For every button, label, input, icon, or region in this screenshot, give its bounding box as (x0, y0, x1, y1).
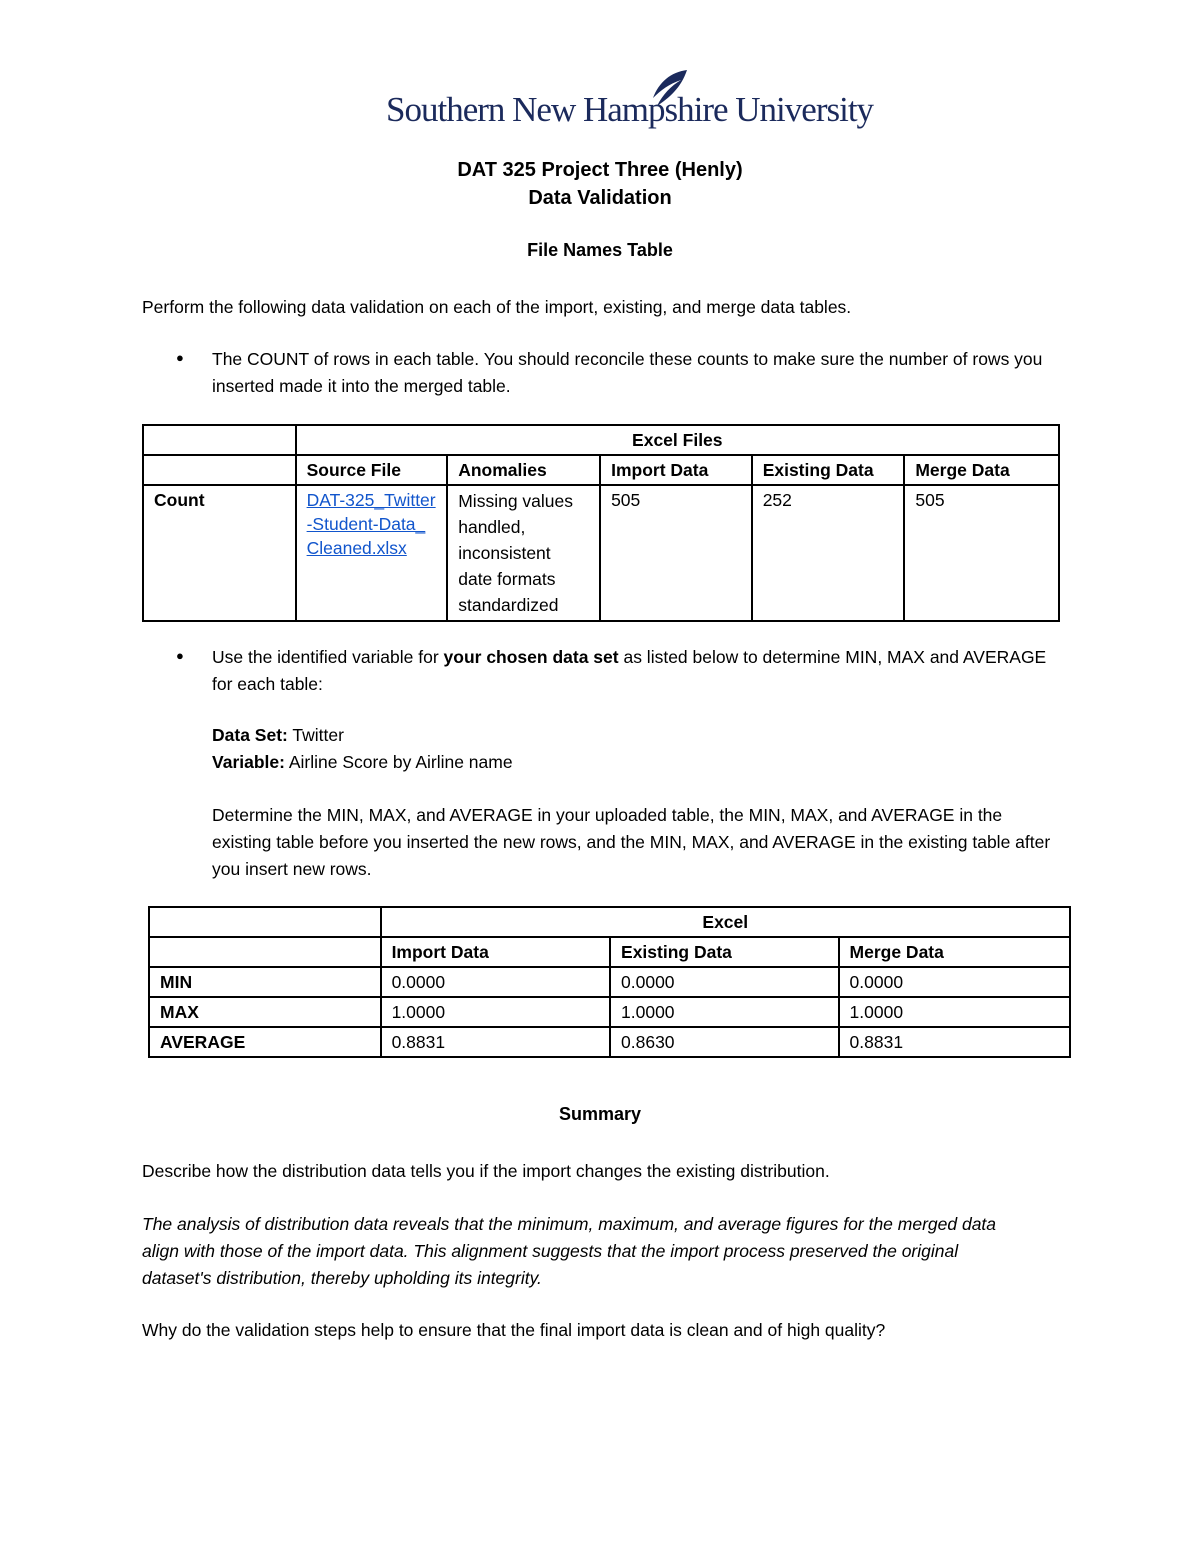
excel-files-header: Excel Files (296, 425, 1059, 455)
page-subtitle: Data Validation (528, 187, 672, 209)
determine-paragraph: Determine the MIN, MAX, and AVERAGE in your uploaded table, the MIN, MAX, and AVERAGE in the existing table before you inserted the new rows, and the MIN, MAX, and AVERAGE in the existing table after you insert new rows. (212, 805, 1051, 879)
question-validation: Why do the validation steps help to ensure that the final import data is clean and of high quality? (142, 1320, 886, 1340)
table-cell: 1.0000 (610, 997, 839, 1027)
variable-label: Variable: (212, 752, 285, 772)
row-label-count: Count (143, 485, 296, 621)
bullet-text-part: as listed below to determine MIN, MAX and AVERAGE for each table: (212, 647, 1047, 694)
source-file-link[interactable]: DAT-325_Twitter-Student-Data_Cleaned.xlsx (306, 490, 436, 558)
existing-count-cell: 252 (752, 485, 905, 621)
dataset-line (212, 722, 1072, 749)
variable-line (212, 749, 1072, 776)
dataset-label: Data Set: (212, 725, 288, 745)
intro-paragraph: Perform the following data validation on each of the import, existing, and merge data tables. (142, 297, 852, 317)
table-cell: 0.8630 (610, 1027, 839, 1057)
column-header: Merge Data (904, 455, 1059, 485)
answer-distribution: The analysis of distribution data reveals that the minimum, maximum, and average figures for the merged data align with those of the import data. This alignment suggests that the import process preserved the original dataset's distribution, thereby upholding its integrity. (142, 1214, 997, 1288)
source-file-cell (296, 485, 448, 621)
row-label-max: MAX (149, 997, 381, 1027)
table-cell-empty (143, 425, 296, 455)
file-count-table (142, 424, 1060, 622)
column-header: Import Data (381, 937, 610, 967)
merge-count-cell: 505 (904, 485, 1059, 621)
dataset-value: Twitter (287, 725, 344, 745)
university-logo (386, 68, 874, 140)
column-header: Source File (296, 455, 448, 485)
table-cell: 0.8831 (381, 1027, 610, 1057)
question-distribution: Describe how the distribution data tells you if the import changes the existing distribution. (142, 1161, 830, 1181)
column-header: Import Data (600, 455, 752, 485)
table-cell-empty (149, 937, 381, 967)
file-names-heading: File Names Table (527, 240, 673, 260)
column-header: Anomalies (447, 455, 600, 485)
column-header: Existing Data (610, 937, 839, 967)
column-header: Existing Data (752, 455, 905, 485)
bullet-dot: ● (176, 350, 184, 365)
bullet-count-text: The COUNT of rows in each table. You should reconcile these counts to make sure the number of rows you inserted made it into the merged table. (212, 349, 1043, 396)
table-cell: 1.0000 (839, 997, 1070, 1027)
row-label-average: AVERAGE (149, 1027, 381, 1057)
bullet-text-part: Use the identified variable for (212, 647, 444, 667)
table-cell: 1.0000 (381, 997, 610, 1027)
statistics-table (148, 906, 1071, 1058)
excel-header: Excel (381, 907, 1070, 937)
table-cell: 0.0000 (381, 967, 610, 997)
bullet-bold-part: your chosen data set (443, 647, 619, 667)
university-name: Southern New Hampshire University (386, 90, 874, 129)
table-cell-empty (149, 907, 381, 937)
table-cell: 0.0000 (839, 967, 1070, 997)
anomalies-cell: Missing values handled, inconsistent date formats standardized (447, 485, 600, 621)
table-cell: 0.0000 (610, 967, 839, 997)
bullet-variable-text (212, 644, 1062, 698)
summary-heading: Summary (558, 1104, 642, 1124)
variable-value: Airline Score by Airline name (284, 752, 513, 772)
table-cell-empty (143, 455, 296, 485)
row-label-min: MIN (149, 967, 381, 997)
bullet-dot: ● (176, 648, 184, 663)
page-title: DAT 325 Project Three (Henly) (457, 159, 743, 181)
import-count-cell: 505 (600, 485, 752, 621)
column-header: Merge Data (839, 937, 1070, 967)
table-cell: 0.8831 (839, 1027, 1070, 1057)
